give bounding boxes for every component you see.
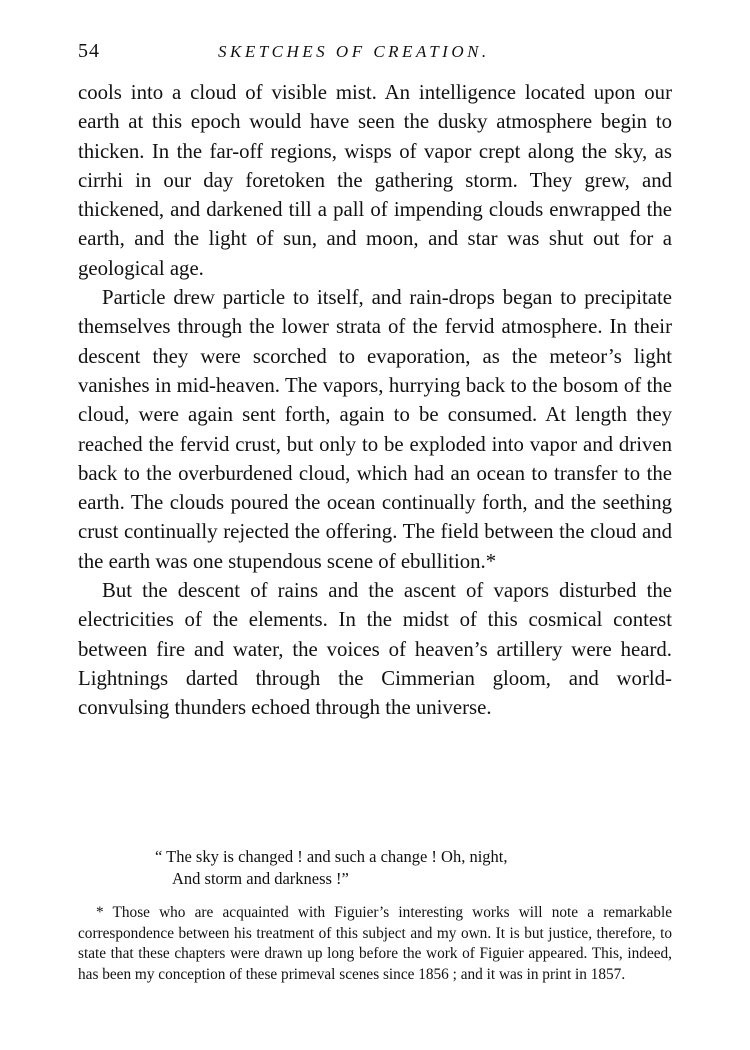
paragraph-1: cools into a cloud of visible mist. An intelligence located upon our earth at this epoch would have seen the dusky atmosphere begin to thicken. In the far-off regions, wisps of vapor crept along the sky, as cirrhi in our day foretoken the gathering storm. They grew, and thickened, and darkened till a pall of impending clouds enwrapped the earth, and the light of sun, and moon, and star was shut out for a geological age. xyxy=(78,81,672,280)
page-number: 54 xyxy=(78,40,100,62)
footnote-text: * Those who are acquainted with Figuier’s interesting works will note a remarkable correspondence between his treatment of this subject and my own. It is but justice, therefore, to state that these chapters were drawn up long before the work of Figuier appeared. This, indeed, has been my conception of these primeval scenes since 1856 ; and it was in print in 1857. xyxy=(78,904,672,983)
footnote xyxy=(78,903,672,985)
paragraph-2: Particle drew particle to itself, and rain-drops began to precipitate themselves through the lower strata of the fervid atmosphere. In their descent they were scorched to evaporation, as the meteor’s light vanishes in mid-heaven. The vapors, hurrying back to the bosom of the cloud, were again sent forth, again to be consumed. At length they reached the fervid crust, but only to be exploded into vapor and driven back to the overburdened cloud, which had an ocean to transfer to the earth. The clouds poured the ocean continually forth, and the seething crust continually rejected the offering. The field between the cloud and the earth was one stupendous scene of ebullition.* xyxy=(78,286,672,573)
body-text xyxy=(78,78,672,723)
quote-line-2: And storm and darkness !” xyxy=(172,869,349,888)
paragraph-3: But the descent of rains and the ascent of vapors disturbed the electricities of the elements. In the midst of this cosmical contest between fire and water, the voices of heaven’s artillery were heard. Lightnings darted through the Cimmerian gloom, and world-convulsing thunders echoed through the universe. xyxy=(78,579,672,720)
running-head: SKETCHES OF CREATION. xyxy=(218,42,490,61)
quote-line-1: “ The sky is changed ! and such a change ! Oh, night, xyxy=(155,847,508,866)
page-header xyxy=(78,40,672,74)
poetry-quote xyxy=(155,846,625,890)
